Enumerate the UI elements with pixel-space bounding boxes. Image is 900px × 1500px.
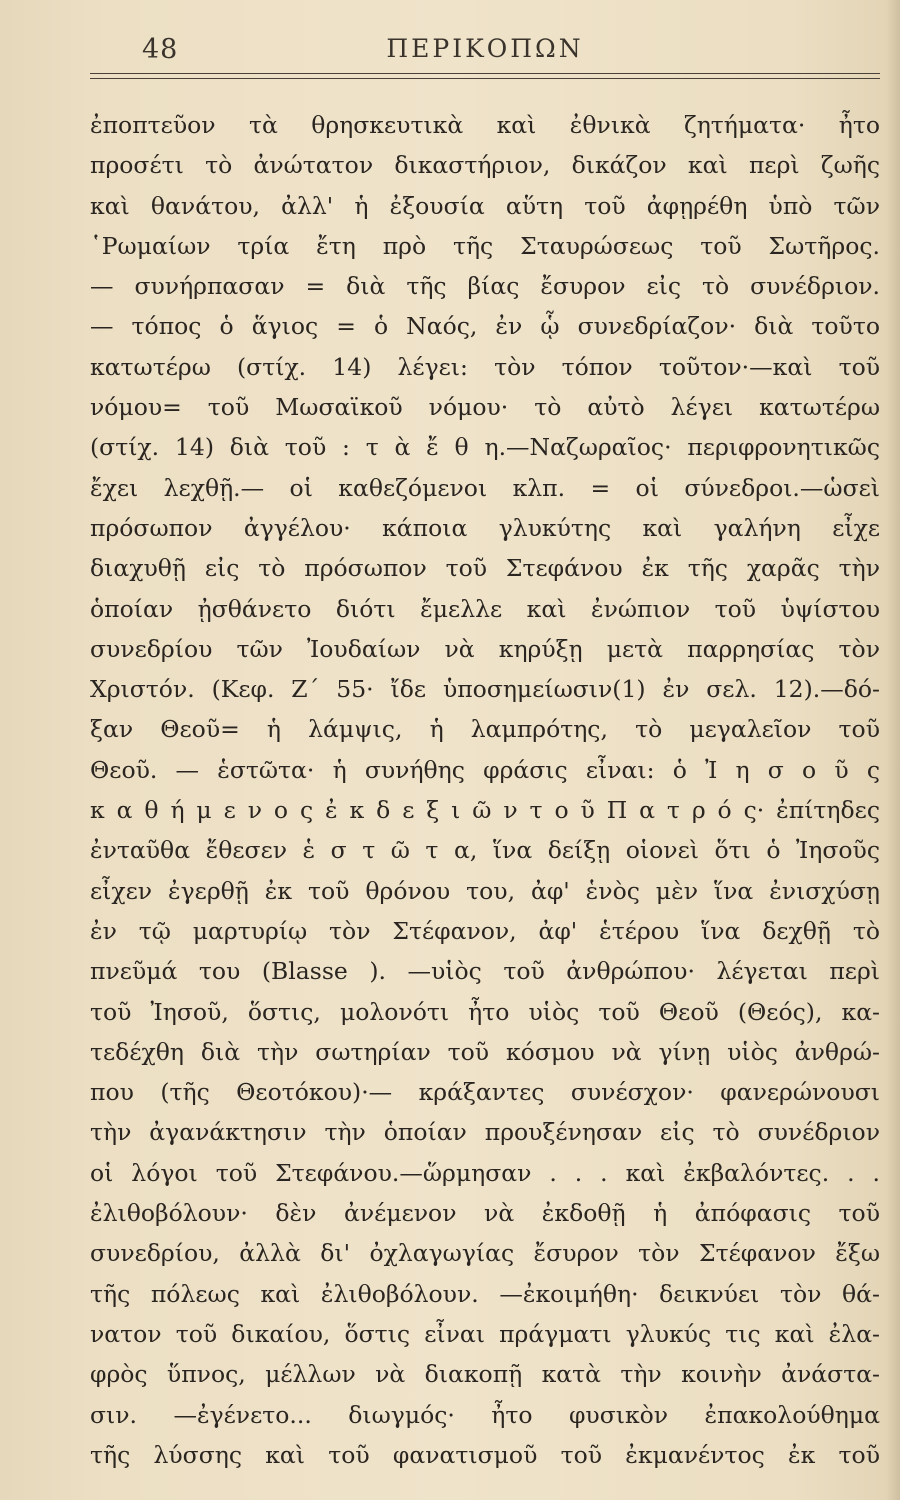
text-line: νατον τοῦ δικαίου, ὅστις εἶναι πράγματι γλυκύς τις καὶ ἐλα-: [90, 1319, 880, 1348]
text-line: ξαν Θεοῦ= ἡ λάμψις, ἡ λαμπρότης, τὸ μεγαλεῖον τοῦ: [90, 715, 880, 744]
text-line: κατωτέρω (στίχ. 14) λέγει: τὸν τόπον τοῦτον·—καὶ τοῦ: [90, 352, 880, 381]
text-line: σιν. —ἐγένετο... διωγμός· ἦτο φυσικὸν ἐπακολούθημα: [90, 1400, 880, 1429]
text-line: ὁποίαν ᾐσθάνετο διότι ἔμελλε καὶ ἐνώπιον τοῦ ὑψίστου: [90, 594, 880, 623]
text-line: ἐνταῦθα ἔθεσεν ἑ σ τ ῶ τ α, ἵνα δείξῃ οἱονεὶ ὅτι ὁ Ἰησοῦς: [90, 836, 880, 865]
text-line: ἐλιθοβόλουν· δὲν ἀνέμενον νὰ ἐκδοθῇ ἡ ἀπόφασις τοῦ: [90, 1199, 880, 1228]
text-line: που (τῆς Θεοτόκου)·— κράξαντες συνέσχον· φανερώνουσι: [90, 1078, 880, 1107]
text-line: διαχυθῇ εἰς τὸ πρόσωπον τοῦ Στεφάνου ἐκ τῆς χαρᾶς τὴν: [90, 554, 880, 583]
text-line: κ α θ ή μ ε ν ο ς ἐ κ δ ε ξ ι ῶ ν τ ο ῦ Π α τ ρ ό ς· ἐπίτηδες: [90, 796, 880, 825]
text-line: καὶ θανάτου, ἀλλ' ἡ ἐξουσία αὕτη τοῦ ἀφῃρέθη ὑπὸ τῶν: [90, 191, 880, 220]
page-header: [90, 34, 880, 74]
text-line: (στίχ. 14) διὰ τοῦ : τ ὰ ἔ θ η.—Ναζωραῖος· περιφρονητικῶς: [90, 433, 880, 462]
text-line: ἔχει λεχθῇ.— οἱ καθεζόμενοι κλπ. = οἱ σύνεδροι.—ὡσεὶ: [90, 473, 880, 502]
page-edge-shadow: [886, 0, 900, 1500]
text-line: — τόπος ὁ ἅγιος = ὁ Ναός, ἐν ᾧ συνεδρίαζον· διὰ τοῦτο: [90, 312, 880, 341]
text-line: φρὸς ὕπνος, μέλλων νὰ διακοπῇ κατὰ τὴν κοινὴν ἀνάστα-: [90, 1360, 880, 1389]
text-line: πρόσωπον ἀγγέλου· κάποια γλυκύτης καὶ γαλήνη εἶχε: [90, 513, 880, 542]
text-line: τῆς πόλεως καὶ ἐλιθοβόλουν. —ἐκοιμήθη· δεικνύει τὸν θά-: [90, 1279, 880, 1308]
text-line: νόμου= τοῦ Μωσαϊκοῦ νόμου· τὸ αὐτὸ λέγει κατωτέρω: [90, 393, 880, 422]
text-line: ἐν τῷ μαρτυρίῳ τὸν Στέφανον, ἀφ' ἑτέρου ἵνα δεχθῇ τὸ: [90, 916, 880, 945]
text-line: πνεῦμά του (Blasse ). —υἱὸς τοῦ ἀνθρώπου· λέγεται περὶ: [90, 957, 880, 986]
text-line: ἐποπτεῦον τὰ θρησκευτικὰ καὶ ἐθνικὰ ζητήματα· ἦτο: [90, 111, 880, 139]
text-line: τοῦ Ἰησοῦ, ὅστις, μολονότι ἦτο υἱὸς τοῦ Θεοῦ (Θεός), κα-: [90, 997, 880, 1026]
header-rule-lower: [90, 78, 880, 79]
text-line: τὴν ἀγανάκτησιν τὴν ὁποίαν προυξένησαν εἰς τὸ συνέδριον: [90, 1118, 880, 1147]
header-rule-upper: [90, 73, 880, 74]
text-line: ῾Ρωμαίων τρία ἔτη πρὸ τῆς Σταυρώσεως τοῦ Σωτῆρος.: [90, 231, 880, 260]
text-line: προσέτι τὸ ἀνώτατον δικαστήριον, δικάζον καὶ περὶ ζωῆς: [90, 151, 880, 180]
text-line: εἶχεν ἐγερθῇ ἐκ τοῦ θρόνου του, ἀφ' ἑνὸς μὲν ἵνα ἐνισχύσῃ: [90, 876, 880, 905]
text-line: τῆς λύσσης καὶ τοῦ φανατισμοῦ τοῦ ἐκμανέντος ἐκ τοῦ: [90, 1440, 880, 1469]
page-number: 48: [142, 34, 179, 65]
text-line: οἱ λόγοι τοῦ Στεφάνου.—ὥρμησαν . . . καὶ ἐκβαλόντες. . .: [90, 1158, 880, 1187]
running-head: ΠΕΡΙΚΟΠΩΝ: [386, 34, 584, 63]
text-line: συνεδρίου, ἀλλὰ δι' ὀχλαγωγίας ἔσυρον τὸν Στέφανον ἔξω: [90, 1239, 880, 1268]
body-text: [90, 105, 880, 1475]
text-line: Χριστόν. (Κεφ. Ζ΄ 55· ἴδε ὑποσημείωσιν(1) ἐν σελ. 12).—δό-: [90, 675, 880, 704]
text-line: τεδέχθη διὰ τὴν σωτηρίαν τοῦ κόσμου νὰ γίνῃ υἱὸς ἀνθρώ-: [90, 1037, 880, 1066]
text-line: συνεδρίου τῶν Ἰουδαίων νὰ κηρύξῃ μετὰ παρρησίας τὸν: [90, 634, 880, 663]
text-line: Θεοῦ. — ἑστῶτα· ἡ συνήθης φράσις εἶναι: ὁ Ἰ η σ ο ῦ ς: [90, 755, 880, 784]
text-line: — συνήρπασαν = διὰ τῆς βίας ἔσυρον εἰς τὸ συνέδριον.: [90, 272, 880, 301]
